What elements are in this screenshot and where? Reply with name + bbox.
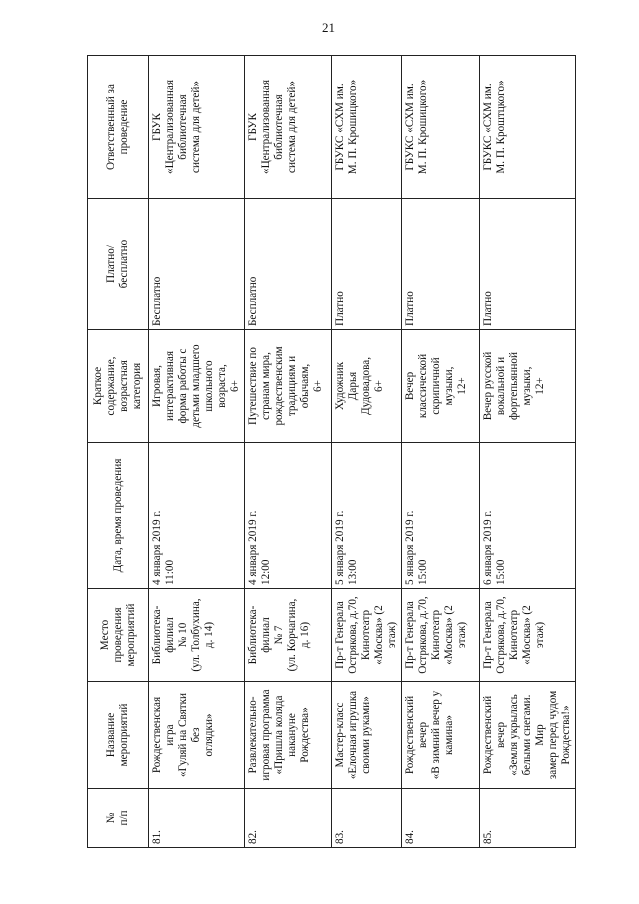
- cell-name: Рождественский вечер «Земля укрылась белыми снегами. Мир замер перед чудом Рождества!»: [480, 682, 576, 789]
- cell-datetime: 5 января 2019 г. 13:00: [332, 443, 402, 589]
- table-row: [480, 56, 576, 848]
- cell-responsible: ГБУКС «СХМ им. М. П. Кроштцкого»: [480, 56, 576, 199]
- cell-place: Пр-т Генерала Острякова, д.70, Кинотеатр «Москва» (2 этаж): [402, 589, 480, 682]
- cell-summary: Игровая, интерактивная форма работы с детьми младшего школьного возраста, 6+: [149, 330, 245, 443]
- cell-name: Развлекательно- игровая программа «Пришла коляда накануне Рождества»: [245, 682, 332, 789]
- cell-number: 85.: [480, 789, 576, 848]
- rotated-table-container: [87, 56, 572, 848]
- page-number: 21: [322, 20, 335, 35]
- table-row: [332, 56, 402, 848]
- cell-datetime: 4 января 2019 г. 11:00: [149, 443, 245, 589]
- cell-summary: Художник Дарья Дудовадова, 6+: [332, 330, 402, 443]
- cell-place: Пр-т Генерала Острякова, д.70, Кинотеатр «Москва» (2 этаж): [480, 589, 576, 682]
- cell-place: Пр-т Генерала Острякова, д.70, Кинотеатр «Москва» (2 этаж): [332, 589, 402, 682]
- header-responsible: Ответственный за проведение: [88, 56, 149, 199]
- events-table: [87, 55, 576, 848]
- cell-paid: Платно: [480, 199, 576, 330]
- cell-paid: Платно: [402, 199, 480, 330]
- header-datetime: Дата, время проведения: [88, 443, 149, 589]
- cell-summary: Вечер русской вокальной и фортепьянной музыки, 12+: [480, 330, 576, 443]
- cell-summary: Вечер классической скрипичной музыки, 12+: [402, 330, 480, 443]
- cell-place: Библиотека-филиал № 10 (ул. Толбухина, д. 14): [149, 589, 245, 682]
- header-paid: Платно/ бесплатно: [88, 199, 149, 330]
- table-row: [149, 56, 245, 848]
- cell-place: Библиотека-филиал № 7 (ул. Корчагина, д. 16): [245, 589, 332, 682]
- header-number: № п/п: [88, 789, 149, 848]
- cell-number: 83.: [332, 789, 402, 848]
- cell-number: 81.: [149, 789, 245, 848]
- cell-responsible: ГБУК «Централизованная библиотечная система для детей»: [149, 56, 245, 199]
- header-summary: Краткое содержание, возрастная категория: [88, 330, 149, 443]
- cell-number: 84.: [402, 789, 480, 848]
- table-row: [402, 56, 480, 848]
- cell-responsible: ГБУКС «СХМ им. М. П. Крошицкого»: [402, 56, 480, 199]
- cell-responsible: ГБУК «Централизованная библиотечная система для детей»: [245, 56, 332, 199]
- cell-datetime: 5 января 2019 г. 15:00: [402, 443, 480, 589]
- cell-paid: Бесплатно: [149, 199, 245, 330]
- cell-summary: Путешествие по странам мира, рождественским традициям и обычаям, 6+: [245, 330, 332, 443]
- cell-name: Рождественская игра «Гуляй на Святки без oглядки»: [149, 682, 245, 789]
- table-row: [245, 56, 332, 848]
- cell-paid: Платно: [332, 199, 402, 330]
- cell-responsible: ГБУКС «СХМ им. М. П. Крошицкого»: [332, 56, 402, 199]
- cell-datetime: 6 января 2019 г. 15:00: [480, 443, 576, 589]
- header-name: Название мероприятий: [88, 682, 149, 789]
- cell-name: Рождественский вечер «В зимний вечер у камина»: [402, 682, 480, 789]
- header-place: Место проведения мероприятий: [88, 589, 149, 682]
- cell-number: 82.: [245, 789, 332, 848]
- cell-datetime: 4 января 2019 г. 12:00: [245, 443, 332, 589]
- cell-name: Мастер-класс «Елочная игрушка своими руками»: [332, 682, 402, 789]
- table-header-row: [88, 56, 149, 848]
- cell-paid: Бесплатно: [245, 199, 332, 330]
